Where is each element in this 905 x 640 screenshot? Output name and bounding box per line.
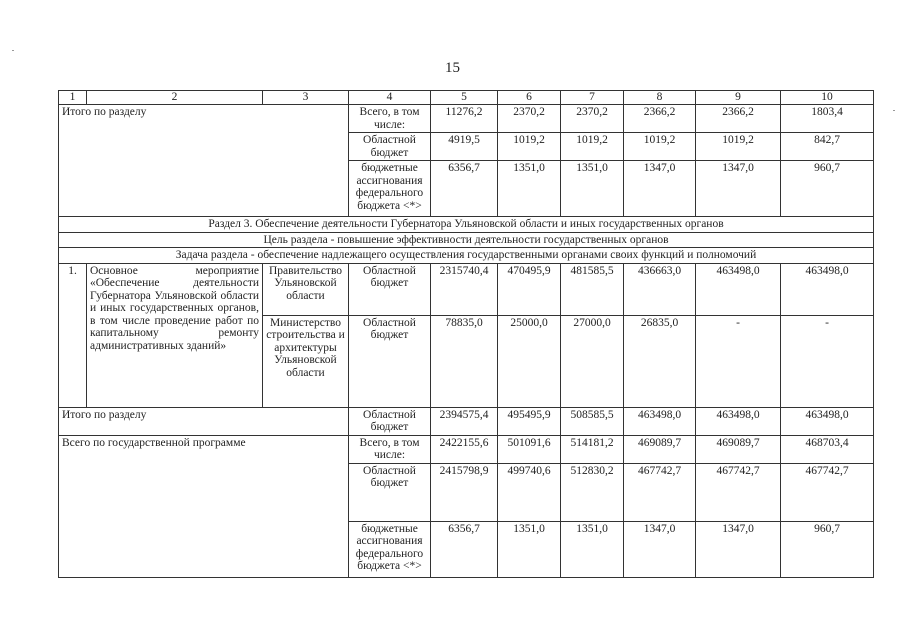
program-table [58, 90, 874, 578]
value-cell: 2415798,9 [431, 463, 498, 521]
value-cell: 469089,7 [624, 435, 696, 463]
column-number: 10 [781, 91, 874, 105]
value-cell: 960,7 [781, 161, 874, 217]
section-total-label: Итого по разделу [59, 105, 349, 217]
measure-name: Основное мероприятие «Обеспечение деятельности Губернатора Ульяновской области и иных государственных органов, в том числе проведение работ по капитальному ремонту административных зданий» [87, 263, 263, 407]
value-cell: 463498,0 [781, 263, 874, 315]
page-number: 15 [445, 60, 460, 76]
value-cell: 1019,2 [624, 133, 696, 161]
funding-source: Всего, в том числе: [349, 435, 431, 463]
value-cell: 495495,9 [498, 407, 561, 435]
value-cell: 512830,2 [561, 463, 624, 521]
column-number: 6 [498, 91, 561, 105]
value-cell: 463498,0 [624, 407, 696, 435]
value-cell: - [781, 315, 874, 407]
column-number: 3 [263, 91, 349, 105]
value-cell: 1019,2 [696, 133, 781, 161]
value-cell: 27000,0 [561, 315, 624, 407]
value-cell: 25000,0 [498, 315, 561, 407]
value-cell: 470495,9 [498, 263, 561, 315]
program-total-label: Всего по государственной программе [59, 435, 349, 577]
executor: Министерство строительства и архитектуры Ульяновской области [263, 315, 349, 407]
value-cell: 2370,2 [561, 105, 624, 133]
value-cell: 499740,6 [498, 463, 561, 521]
column-number: 8 [624, 91, 696, 105]
column-number-row [59, 91, 874, 105]
section-task-row [59, 248, 874, 264]
value-cell: 463498,0 [696, 407, 781, 435]
table-row [59, 263, 874, 315]
value-cell: 514181,2 [561, 435, 624, 463]
value-cell: 78835,0 [431, 315, 498, 407]
executor: Правительство Ульяновской области [263, 263, 349, 315]
value-cell: 501091,6 [498, 435, 561, 463]
value-cell: 508585,5 [561, 407, 624, 435]
value-cell: 6356,7 [431, 521, 498, 577]
funding-source: бюджетные ассигнования федерального бюджета <*> [349, 521, 431, 577]
funding-source: Областной бюджет [349, 263, 431, 315]
section-goal: Цель раздела - повышение эффективности деятельности государственных органов [59, 232, 874, 248]
value-cell: 463498,0 [696, 263, 781, 315]
funding-source: Областной бюджет [349, 407, 431, 435]
section-title-row [59, 217, 874, 233]
value-cell: 467742,7 [696, 463, 781, 521]
section-title: Раздел 3. Обеспечение деятельности Губернатора Ульяновской области и иных государственных органов [59, 217, 874, 233]
table-row [59, 105, 874, 133]
value-cell: 1347,0 [696, 161, 781, 217]
funding-source: Всего, в том числе: [349, 105, 431, 133]
value-cell: 4919,5 [431, 133, 498, 161]
value-cell: 2394575,4 [431, 407, 498, 435]
funding-source: Областной бюджет [349, 315, 431, 407]
value-cell: 436663,0 [624, 263, 696, 315]
value-cell: 468703,4 [781, 435, 874, 463]
scan-mark [893, 110, 895, 111]
value-cell: 463498,0 [781, 407, 874, 435]
value-cell: 1347,0 [624, 521, 696, 577]
column-number: 9 [696, 91, 781, 105]
value-cell: 1351,0 [498, 161, 561, 217]
value-cell: 467742,7 [624, 463, 696, 521]
funding-source: Областной бюджет [349, 133, 431, 161]
table-row [59, 435, 874, 463]
value-cell: 2366,2 [696, 105, 781, 133]
value-cell: - [696, 315, 781, 407]
value-cell: 1347,0 [624, 161, 696, 217]
measure-number: 1. [59, 263, 87, 407]
column-number: 2 [87, 91, 263, 105]
section-task: Задача раздела - обеспечение надлежащего осуществления государственными органами своих функций и полномочий [59, 248, 874, 264]
value-cell: 1351,0 [561, 521, 624, 577]
value-cell: 2422155,6 [431, 435, 498, 463]
value-cell: 1351,0 [561, 161, 624, 217]
section-total-label: Итого по разделу [59, 407, 349, 435]
value-cell: 1019,2 [561, 133, 624, 161]
funding-source: Областной бюджет [349, 463, 431, 521]
column-number: 7 [561, 91, 624, 105]
funding-source: бюджетные ассигнования федерального бюджета <*> [349, 161, 431, 217]
value-cell: 2370,2 [498, 105, 561, 133]
section-goal-row [59, 232, 874, 248]
value-cell: 1351,0 [498, 521, 561, 577]
value-cell: 467742,7 [781, 463, 874, 521]
value-cell: 1803,4 [781, 105, 874, 133]
value-cell: 2315740,4 [431, 263, 498, 315]
column-number: 1 [59, 91, 87, 105]
column-number: 4 [349, 91, 431, 105]
value-cell: 6356,7 [431, 161, 498, 217]
value-cell: 1019,2 [498, 133, 561, 161]
column-number: 5 [431, 91, 498, 105]
table-row [59, 407, 874, 435]
value-cell: 2366,2 [624, 105, 696, 133]
value-cell: 842,7 [781, 133, 874, 161]
value-cell: 11276,2 [431, 105, 498, 133]
value-cell: 26835,0 [624, 315, 696, 407]
value-cell: 960,7 [781, 521, 874, 577]
scan-mark [12, 50, 14, 51]
value-cell: 469089,7 [696, 435, 781, 463]
value-cell: 1347,0 [696, 521, 781, 577]
value-cell: 481585,5 [561, 263, 624, 315]
